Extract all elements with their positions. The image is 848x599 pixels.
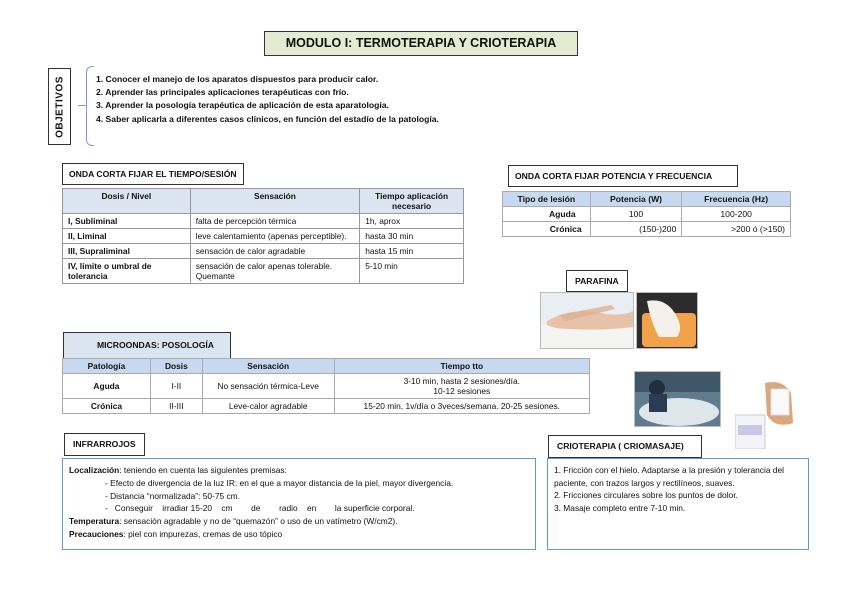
column-header: Potencia (W) bbox=[590, 192, 682, 207]
column-header: Sensación bbox=[202, 359, 334, 374]
column-header: Tipo de lesión bbox=[503, 192, 591, 207]
table-cell: 15-20 min, 1v/día o 3veces/semana. 20-25 sesiones. bbox=[334, 399, 589, 414]
table-header-row bbox=[63, 359, 590, 374]
crioterapia-panel bbox=[547, 458, 809, 550]
table-cell: 1h, aprox bbox=[360, 214, 464, 229]
microondas-label: MICROONDAS: POSOLOGÍA bbox=[63, 332, 231, 359]
table-row bbox=[503, 207, 791, 222]
temperatura-line bbox=[69, 515, 529, 528]
table-cell: No sensación térmica-Leve bbox=[202, 374, 334, 399]
crioterapia-item: 2. Fricciones circulares sobre los puntos de dolor. bbox=[554, 490, 738, 501]
onda-tiempo-table bbox=[62, 188, 464, 284]
table-cell: I, Subliminal bbox=[63, 214, 191, 229]
column-header: Dosis bbox=[150, 359, 202, 374]
temperatura-label: Temperatura bbox=[69, 516, 120, 527]
table-cell: sensación de calor apenas tolerable. Quemante bbox=[190, 259, 360, 284]
table-cell: Crónica bbox=[63, 399, 151, 414]
objetivo-item: 3. Aprender la posología terapéutica de aplicación de esta aparatología. bbox=[96, 100, 389, 111]
microondas-table bbox=[62, 358, 590, 414]
column-header: Patología bbox=[63, 359, 151, 374]
objetivos-list bbox=[96, 73, 439, 126]
column-header: Dosis / Nivel bbox=[63, 189, 191, 214]
infrarrojos-bullet: - Conseguir irradiar 15-20 cm de radio en la superficie corporal. bbox=[105, 503, 415, 514]
infrarrojos-bullet: - Distancia “normalizada”: 50-75 cm. bbox=[105, 490, 240, 501]
table-row bbox=[63, 229, 464, 244]
column-header: Tiempo aplicación necesario bbox=[360, 189, 464, 214]
table-cell: 100-200 bbox=[682, 207, 791, 222]
table-row bbox=[63, 244, 464, 259]
infrarrojos-label: INFRARROJOS bbox=[64, 433, 145, 456]
table-cell: III, Supraliminal bbox=[63, 244, 191, 259]
infrarrojos-bullet: - Efecto de divergencia de la luz IR: en el que a mayor distancia de la piel, mayor divergencia. bbox=[105, 477, 454, 488]
parafina-label: PARAFINA bbox=[566, 270, 628, 292]
crioterapia-massage-photo bbox=[735, 379, 797, 449]
table-cell: Aguda bbox=[63, 374, 151, 399]
crioterapia-item: 3. Masaje completo entre 7-10 min. bbox=[554, 502, 686, 513]
table-cell: 5-10 min bbox=[360, 259, 464, 284]
localizacion-text: : teniendo en cuenta las siguientes premisas: bbox=[119, 465, 287, 475]
table-cell: Crónica bbox=[503, 222, 591, 237]
table-cell: >200 ó (>150) bbox=[682, 222, 791, 237]
localizacion-line bbox=[69, 464, 529, 477]
objetivo-item: 1. Conocer el manejo de los aparatos dispuestos para producir calor. bbox=[96, 74, 379, 84]
objetivos-connector bbox=[78, 105, 86, 106]
table-cell: leve calentamiento (apenas perceptible). bbox=[190, 229, 360, 244]
table-cell: Leve-calor agradable bbox=[202, 399, 334, 414]
column-header: Frecuencia (Hz) bbox=[682, 192, 791, 207]
column-header: Tiempo tto bbox=[334, 359, 589, 374]
objetivo-item: 4. Saber aplicarla a diferentes casos clínicos, en función del estadío de la patología. bbox=[96, 113, 439, 124]
objetivo-item: 2. Aprender las principales aplicaciones terapéuticas con frío. bbox=[96, 87, 349, 98]
precauciones-label: Precauciones bbox=[69, 528, 124, 539]
table-cell: falta de percepción térmica bbox=[190, 214, 360, 229]
table-cell: hasta 30 min bbox=[360, 229, 464, 244]
parafina-foot-photo bbox=[636, 292, 698, 349]
table-cell bbox=[334, 374, 589, 399]
onda-potencia-label: ONDA CORTA FIJAR POTENCIA Y FRECUENCIA bbox=[508, 165, 738, 187]
crioterapia-item: 1. Fricción con el hielo. Adaptarse a la presión y tolerancia del paciente, con trazos largos y rectilíneos, suaves. bbox=[554, 465, 784, 488]
table-cell: I-II bbox=[150, 374, 202, 399]
objetivos-label: OBJETIVOS bbox=[54, 75, 65, 138]
infrarrojos-panel bbox=[62, 458, 536, 550]
page-title: MODULO I: TERMOTERAPIA Y CRIOTERAPIA bbox=[264, 31, 578, 56]
precauciones-line bbox=[69, 528, 529, 541]
parafina-hand-photo bbox=[540, 292, 634, 349]
table-cell: 100 bbox=[590, 207, 682, 222]
temperatura-text: : sensación agradable y no de “quemazón” o uso de un vatímetro (W/cm2). bbox=[119, 516, 398, 527]
table-row bbox=[63, 259, 464, 284]
table-header-row bbox=[503, 192, 791, 207]
table-cell: II-III bbox=[150, 399, 202, 414]
table-row bbox=[503, 222, 791, 237]
table-row bbox=[63, 214, 464, 229]
column-header: Sensación bbox=[190, 189, 360, 214]
tiempo-line: 3-10 min, hasta 2 sesiones/día. bbox=[403, 376, 520, 386]
table-cell: IV, límite o umbral de tolerancia bbox=[63, 259, 191, 284]
tiempo-line: 10-12 sesiones bbox=[433, 386, 491, 396]
table-cell: Aguda bbox=[503, 207, 591, 222]
localizacion-label: Localización bbox=[69, 465, 120, 475]
precauciones-text: : piel con impurezas, cremas de uso tópico bbox=[123, 528, 283, 539]
table-cell: II, Liminal bbox=[63, 229, 191, 244]
objetivos-brace bbox=[86, 66, 94, 146]
table-cell: sensación de calor agradable bbox=[190, 244, 360, 259]
crioterapia-bath-photo bbox=[634, 371, 721, 427]
crioterapia-label: CRIOTERAPIA ( CRIOMASAJE) bbox=[548, 435, 702, 458]
onda-potencia-table bbox=[502, 191, 791, 237]
onda-tiempo-label: ONDA CORTA FIJAR EL TIEMPO/SESIÓN bbox=[62, 163, 244, 185]
table-row bbox=[63, 374, 590, 399]
table-cell: hasta 15 min bbox=[360, 244, 464, 259]
objetivos-label-box bbox=[48, 68, 71, 145]
table-cell: (150-)200 bbox=[590, 222, 682, 237]
table-row bbox=[63, 399, 590, 414]
table-header-row bbox=[63, 189, 464, 214]
